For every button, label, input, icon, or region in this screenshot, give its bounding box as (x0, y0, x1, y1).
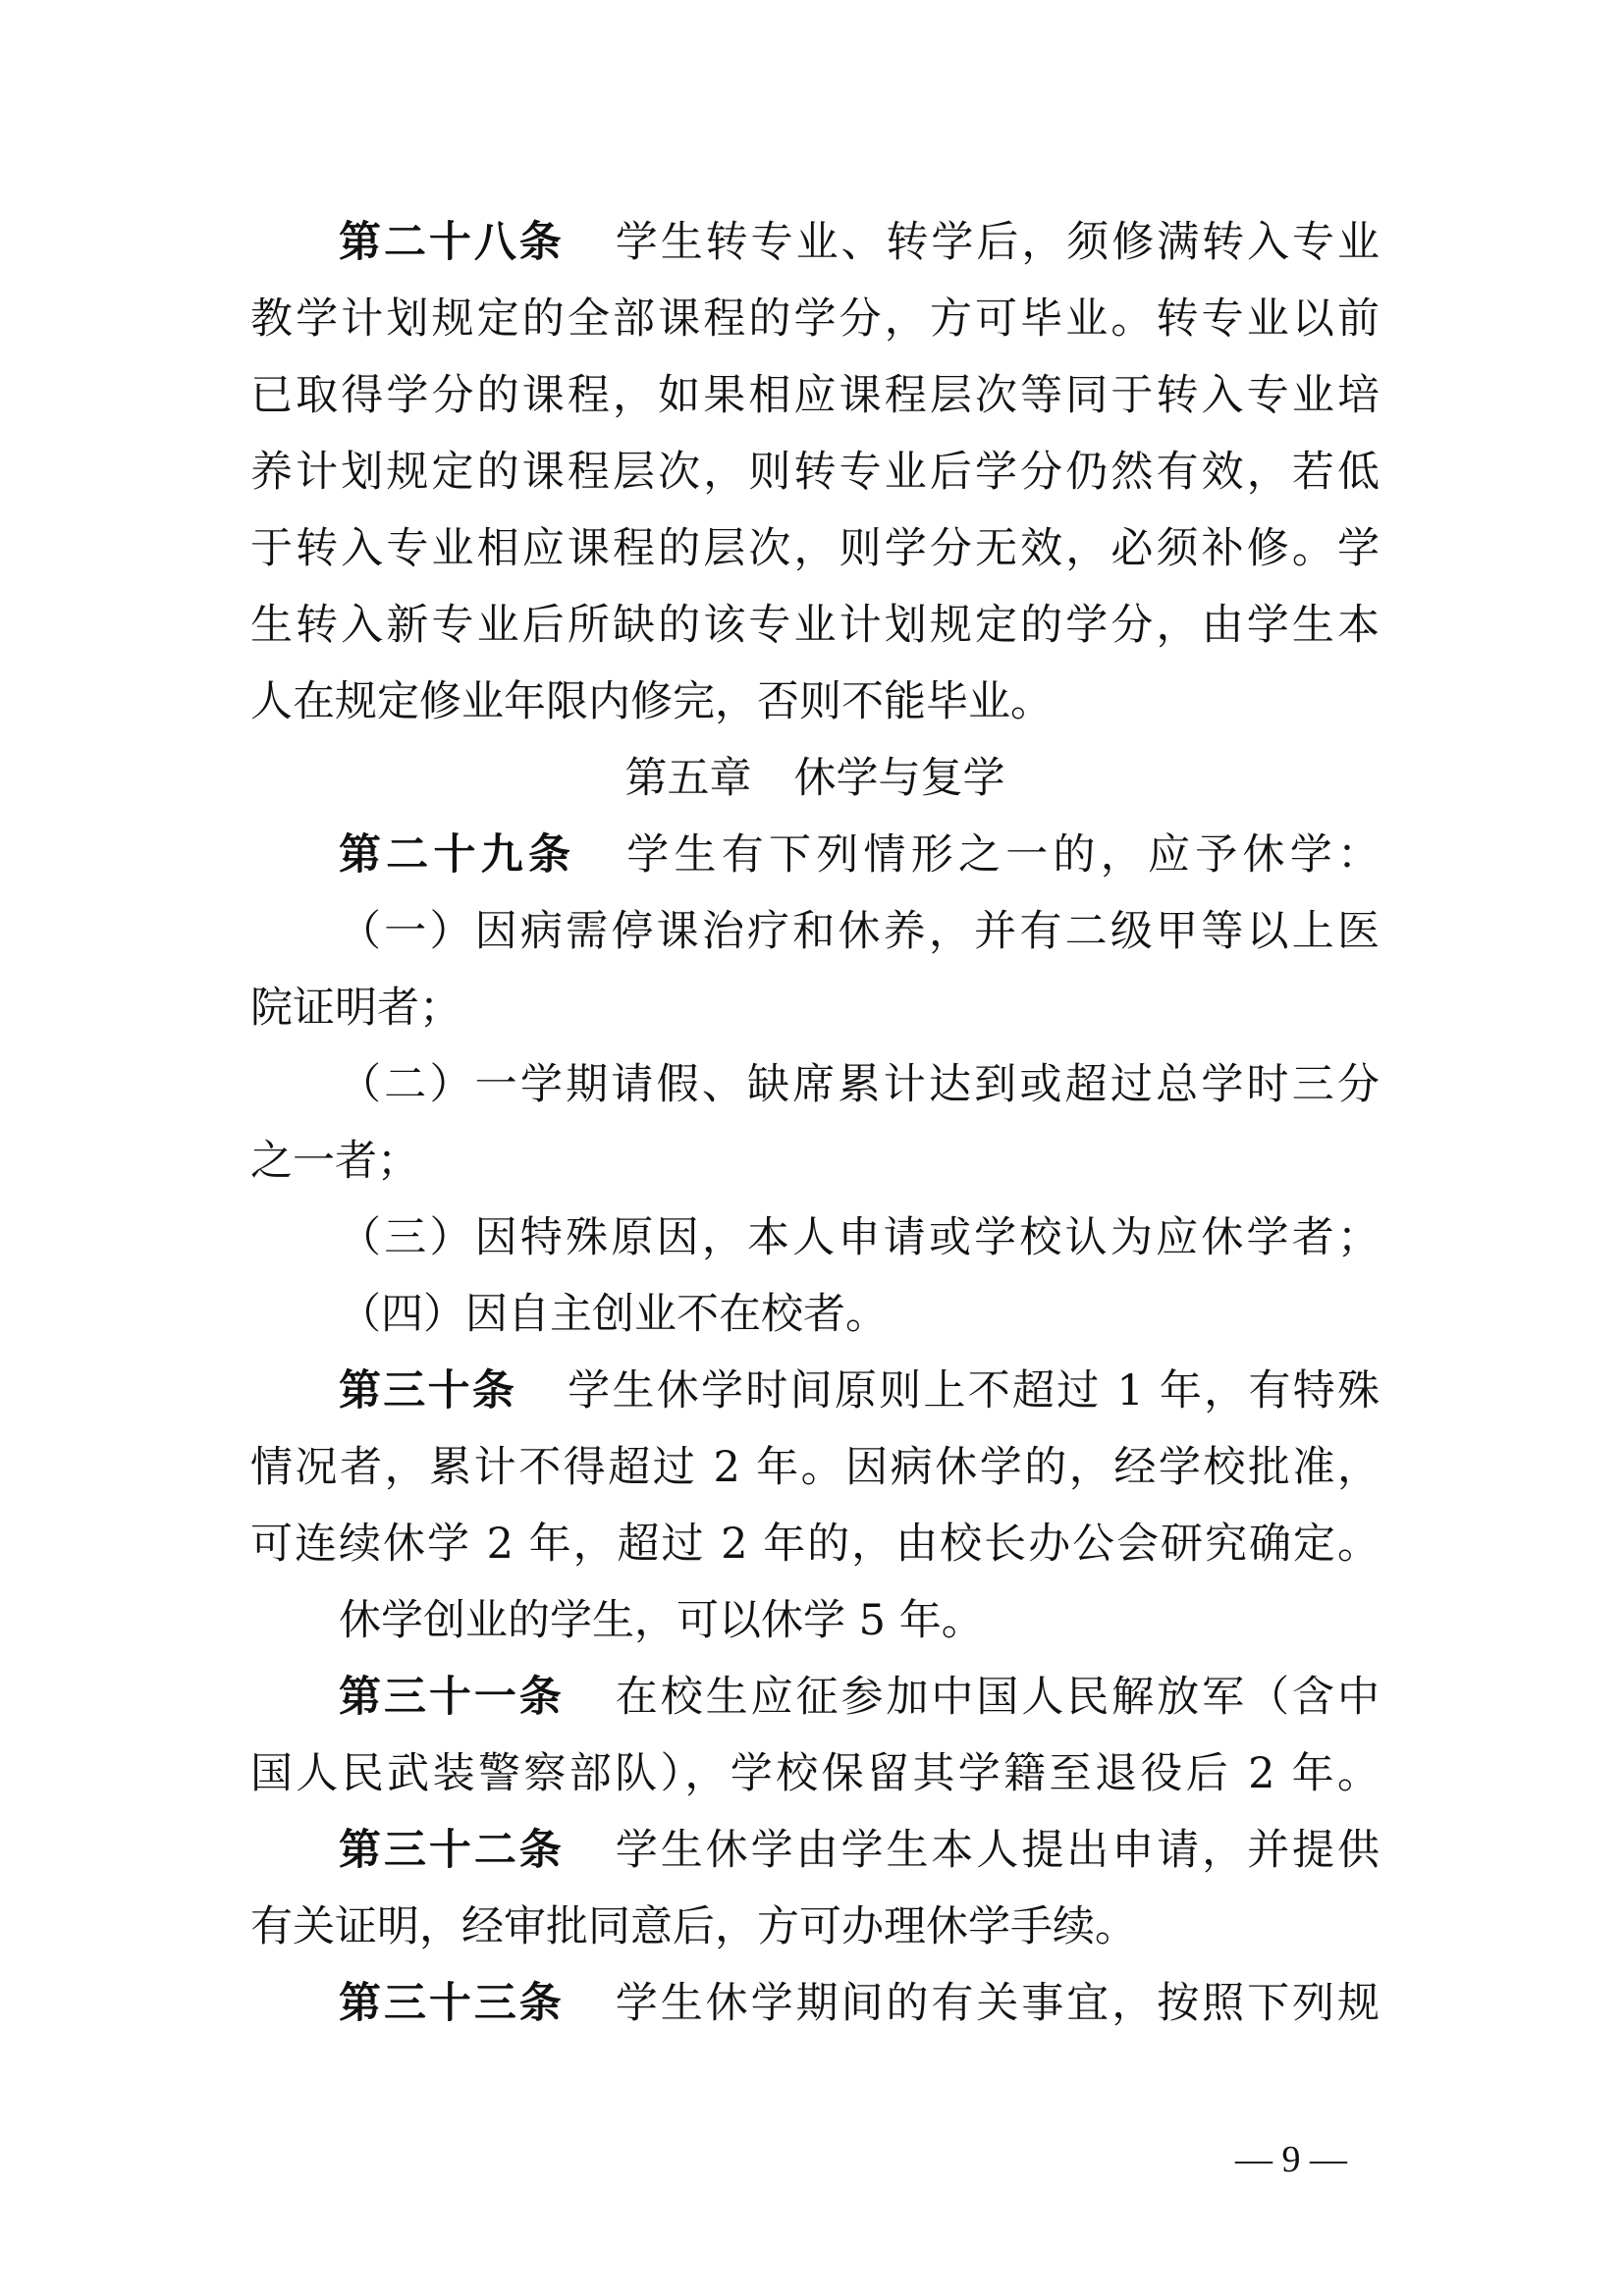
paragraph-line: 生转入新专业后所缺的该专业计划规定的学分，由学生本 (250, 601, 1380, 650)
paragraph-line (250, 1353, 1380, 1429)
paragraph-line: 教学计划规定的全部课程的学分，方可毕业。转专业以前 (250, 294, 1380, 344)
paragraph-text: 学生休学由学生本人提出申请，并提供 (615, 1826, 1380, 1875)
paragraph-text: 在校生应征参加中国人民解放军（含中 (615, 1673, 1380, 1722)
paragraph-line (250, 204, 1380, 281)
article-number: 第三十三条 (339, 1979, 565, 2028)
paragraph-text: 学生有下列情形之一的，应予休学： (626, 830, 1380, 880)
article-number: 第二十八条 (339, 218, 565, 267)
paragraph-line: （四）因自主创业不在校者。 (339, 1290, 888, 1339)
paragraph-line (250, 817, 1380, 893)
paragraph-line: 养计划规定的课程层次，则转专业后学分仍然有效，若低 (250, 448, 1380, 497)
paragraph-line: （一）因病需停课治疗和休养，并有二级甲等以上医 (339, 907, 1380, 956)
paragraph-line: 情况者，累计不得超过 2 年。因病休学的，经学校批准， (250, 1443, 1380, 1492)
paragraph-line (250, 1965, 1380, 2042)
paragraph-line (250, 1659, 1380, 1735)
paragraph-line: 院证明者； (250, 984, 461, 1033)
paragraph-line: 人在规定修业年限内修完，否则不能毕业。 (250, 677, 1053, 726)
paragraph-line: 已取得学分的课程，如果相应课程层次等同于转入专业培 (250, 371, 1380, 420)
paragraph-line: （二）一学期请假、缺席累计达到或超过总学时三分 (339, 1060, 1380, 1109)
article-number: 第三十条 (339, 1366, 517, 1415)
article-number: 第二十九条 (339, 830, 576, 880)
paragraph-line: 有关证明，经审批同意后，方可办理休学手续。 (250, 1902, 1137, 1951)
paragraph-text: 学生休学期间的有关事宜，按照下列规 (615, 1979, 1380, 2028)
paragraph-line: 之一者； (250, 1137, 419, 1186)
paragraph-line (250, 1812, 1380, 1889)
page-number: — 9 — (1235, 2139, 1347, 2180)
paragraph-text: 学生休学时间原则上不超过 1 年，有特殊 (568, 1366, 1380, 1415)
paragraph-line: 国人民武装警察部队），学校保留其学籍至退役后 2 年。 (250, 1749, 1380, 1798)
article-number: 第三十二条 (339, 1826, 565, 1875)
paragraph-line: 可连续休学 2 年，超过 2 年的，由校长办公会研究确定。 (250, 1520, 1380, 1569)
chapter-heading: 第五章 休学与复学 (624, 754, 1005, 803)
paragraph-line: 于转入专业相应课程的层次，则学分无效，必须补修。学 (250, 524, 1380, 573)
paragraph-text: 学生转专业、转学后，须修满转入专业 (615, 218, 1380, 267)
paragraph-line: 休学创业的学生，可以休学 5 年。 (339, 1596, 984, 1645)
article-number: 第三十一条 (339, 1673, 565, 1722)
paragraph-line: （三）因特殊原因，本人申请或学校认为应休学者； (339, 1213, 1380, 1262)
document-body (250, 204, 1380, 2042)
